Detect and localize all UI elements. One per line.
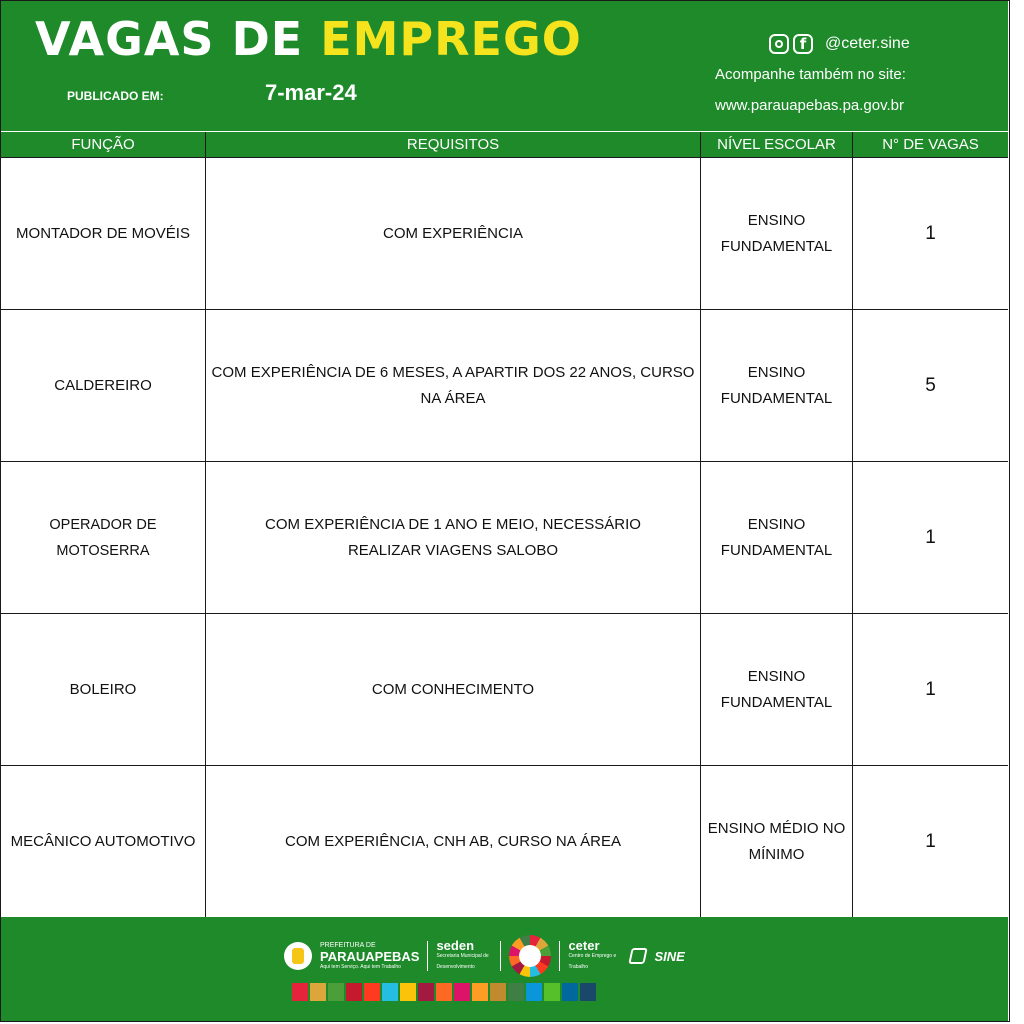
sdg-goal-icon (310, 983, 326, 1001)
cell-funcao: BOLEIRO (69, 680, 137, 698)
social-links (769, 32, 910, 56)
sdg-icons-row (292, 983, 596, 1001)
cell-nivel: ENSINO FUNDAMENTAL (720, 211, 833, 255)
published-label: PUBLICADO EM: (67, 89, 164, 103)
logo-parauapebas-small: PREFEITURA DE (320, 941, 376, 949)
published-date: 7-mar-24 (265, 80, 357, 105)
cell-requisitos: COM EXPERIÊNCIA DE 1 ANO E MEIO, NECESSÁRIO REALIZAR VIAGENS SALOBO (265, 515, 641, 559)
sdg-goal-icon (526, 983, 542, 1001)
logo-parauapebas-tagline: Aqui tem Serviço. Aqui tem Trabalho (320, 963, 401, 970)
sdg-goal-icon (508, 983, 524, 1001)
column-header-vagas: N° DE VAGAS (853, 132, 1008, 157)
column-header-funcao: FUNÇÃO (1, 132, 205, 157)
facebook-icon[interactable]: f (793, 34, 813, 54)
cell-nivel: ENSINO FUNDAMENTAL (720, 363, 833, 407)
cell-vagas: 1 (925, 222, 936, 244)
cell-nivel: ENSINO MÉDIO NO MÍNIMO (707, 819, 846, 863)
logo-sine-name: SINE (654, 948, 685, 964)
logo-seden (436, 937, 492, 973)
sdg-goal-icon (580, 983, 596, 1001)
cell-vagas: 1 (925, 678, 936, 700)
parauapebas-logo-icon (284, 942, 312, 970)
sdg-goal-icon (418, 983, 434, 1001)
sdg-goal-icon (490, 983, 506, 1001)
sdg-goal-icon (544, 983, 560, 1001)
sdg-goal-icon (364, 983, 380, 1001)
cell-funcao: CALDEREIRO (54, 376, 152, 394)
cell-requisitos: COM EXPERIÊNCIA DE 6 MESES, A APARTIR DOS 22 ANOS, CURSO NA ÁREA (211, 363, 695, 407)
sdg-goal-icon (454, 983, 470, 1001)
column-header-nivel: NÍVEL ESCOLAR (701, 132, 852, 157)
header-banner (1, 1, 1008, 131)
partner-logos (284, 936, 685, 976)
sdg-goal-icon (292, 983, 308, 1001)
cell-funcao: OPERADOR DE MOTOSERRA (49, 516, 157, 559)
sdg-goal-icon (472, 983, 488, 1001)
instagram-icon[interactable] (769, 34, 789, 54)
sdg-goal-icon (346, 983, 362, 1001)
cell-requisitos: COM EXPERIÊNCIA (382, 224, 524, 242)
sdg-goal-icon (562, 983, 578, 1001)
page-title (35, 13, 582, 65)
column-header-requisitos: REQUISITOS (206, 132, 700, 157)
cell-vagas: 1 (925, 830, 936, 852)
sdg-goal-icon (382, 983, 398, 1001)
logo-separator (427, 941, 428, 971)
sine-logo-icon (629, 948, 648, 964)
site-intro: Acompanhe também no site: (715, 66, 906, 83)
logo-parauapebas (320, 940, 419, 973)
logo-seden-name: seden (436, 937, 475, 953)
logo-separator (559, 941, 560, 971)
sdg-goal-icon (436, 983, 452, 1001)
sdg-goal-icon (328, 983, 344, 1001)
logo-ceter-tagline: Centro de Emprego e Trabalho (568, 952, 617, 970)
cell-funcao: MONTADOR DE MOVÉIS (16, 224, 190, 242)
sdg-wheel-icon (509, 935, 551, 977)
cell-nivel: ENSINO FUNDAMENTAL (720, 515, 833, 559)
logo-sine (654, 948, 685, 964)
cell-nivel: ENSINO FUNDAMENTAL (720, 667, 833, 711)
cell-vagas: 1 (925, 526, 936, 548)
logo-ceter-name: ceter (568, 937, 600, 953)
cell-requisitos: COM EXPERIÊNCIA, CNH AB, CURSO NA ÁREA (285, 832, 621, 850)
site-url[interactable]: www.parauapebas.pa.gov.br (715, 97, 905, 114)
cell-requisitos: COM CONHECIMENTO (371, 680, 535, 698)
cell-vagas: 5 (925, 374, 936, 396)
logo-ceter (568, 937, 622, 973)
logo-separator (500, 941, 501, 971)
title-part-yellow: EMPREGO (320, 12, 582, 66)
cell-funcao: MECÂNICO AUTOMOTIVO (10, 832, 196, 850)
logo-parauapebas-name: PARAUAPEBAS (320, 948, 420, 964)
social-handle[interactable]: @ceter.sine (825, 35, 910, 52)
title-part-white: VAGAS DE (35, 12, 321, 66)
logo-seden-tagline: Secretaria Municipal de Desenvolvimento (436, 952, 489, 970)
sdg-goal-icon (400, 983, 416, 1001)
